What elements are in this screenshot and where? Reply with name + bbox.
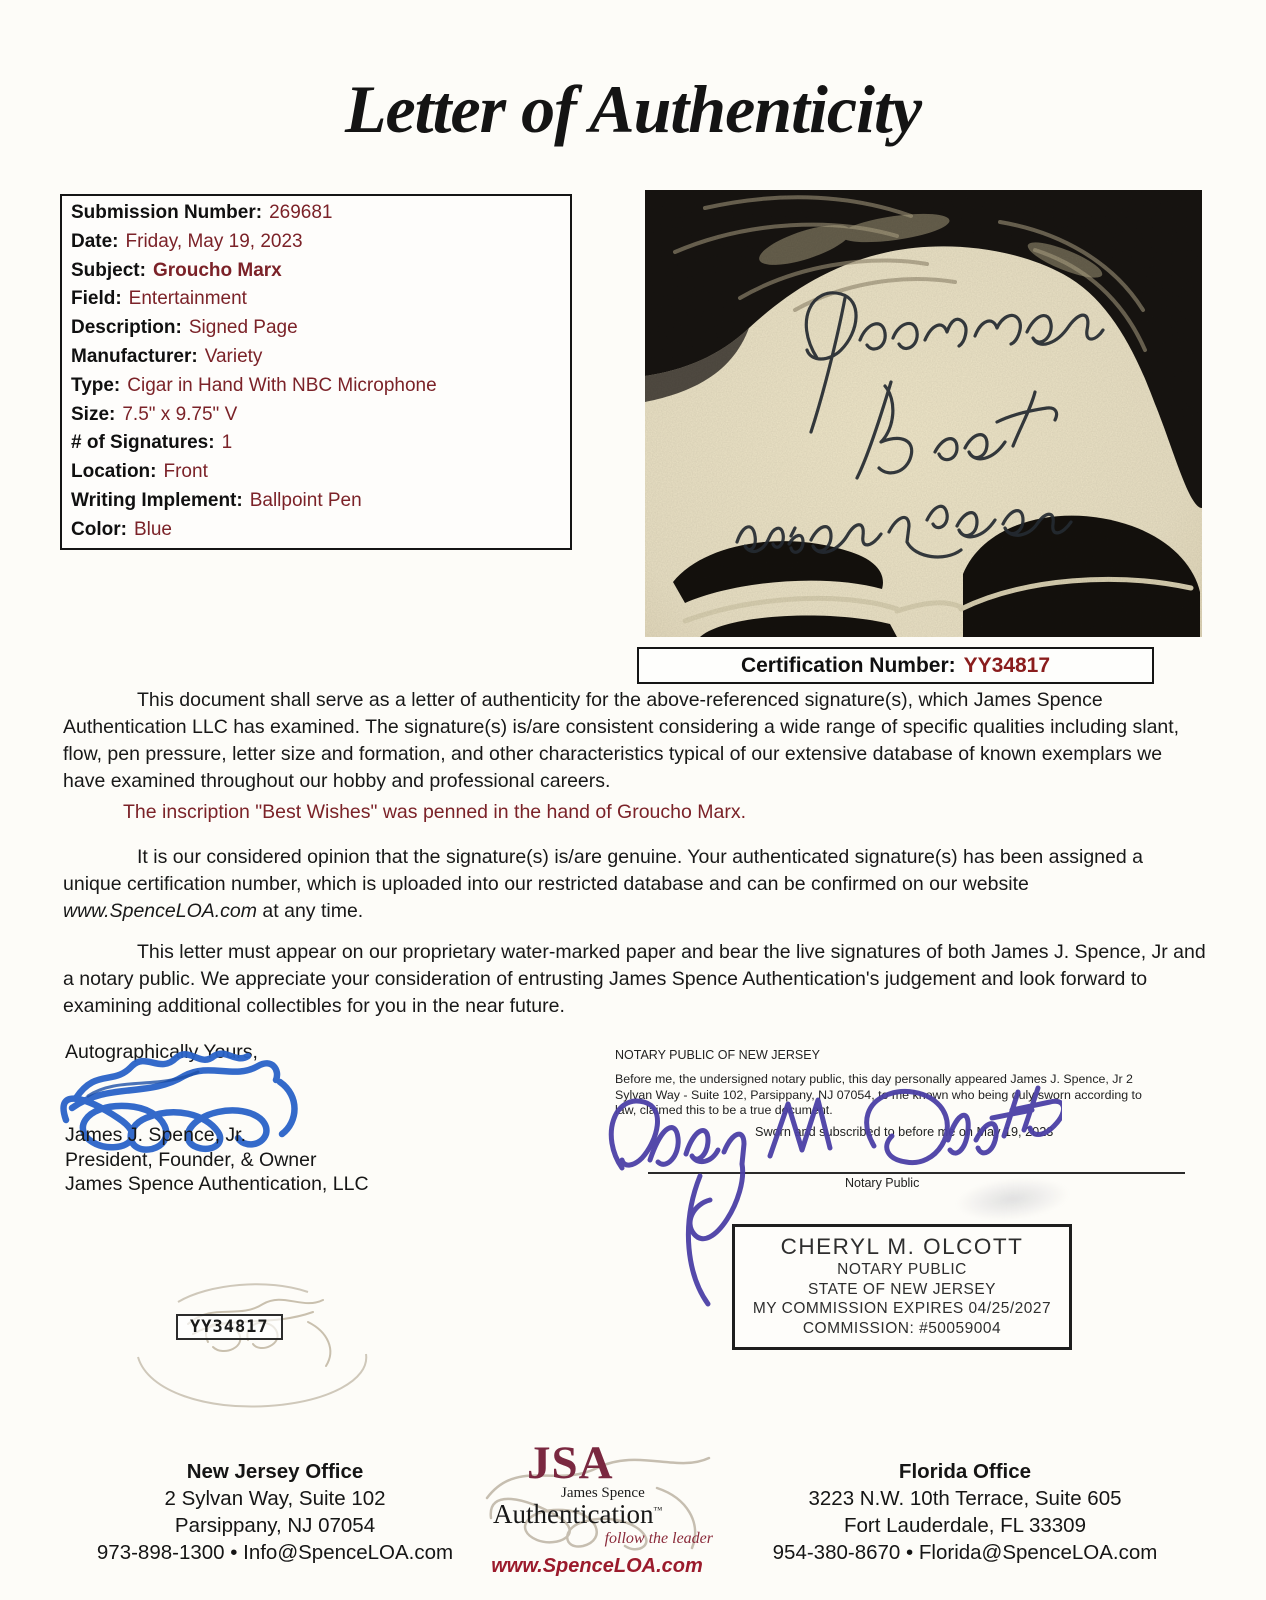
- notary-stamp-line: MY COMMISSION EXPIRES 04/25/2027: [752, 1300, 1052, 1317]
- signer-title: President, Founder, & Owner: [65, 1148, 317, 1171]
- office-address-line: 2 Sylvan Way, Suite 102: [164, 1487, 386, 1510]
- office-contact-line: 954-380-8670 • Florida@SpenceLOA.com: [772, 1541, 1158, 1564]
- certification-value: YY34817: [963, 653, 1051, 677]
- detail-value: Entertainment: [128, 288, 247, 310]
- table-row: [62, 199, 570, 228]
- notary-stamp-name: CHERYL M. OLCOTT: [780, 1234, 1024, 1259]
- detail-label: Color:: [71, 518, 127, 540]
- detail-value: 1: [221, 432, 233, 454]
- certification-number-box: [637, 647, 1154, 684]
- notary-stamp-line: NOTARY PUBLIC: [837, 1261, 967, 1278]
- office-title: Florida Office: [898, 1460, 1032, 1483]
- paragraph-watermark: This letter must appear on our proprietary water-marked paper and bear the live signatures of both James J. Spence, Jr and a notary public. We appreciate your consideration of entrusting James Spence Authentication's judgement and look forward to examining additional collectibles for you in the near future.: [63, 941, 1206, 1017]
- table-row: [62, 429, 570, 458]
- table-row: [62, 228, 570, 257]
- jsa-certification-sticker: [118, 1262, 388, 1412]
- logo-jsa-text: JSA: [527, 1437, 614, 1489]
- paragraph-inscription: The inscription "Best Wishes" was penned in the hand of Groucho Marx.: [123, 801, 746, 823]
- notary-statement: Before me, the undersigned notary public, this day personally appeared James J. Spence, Jr 2 Sylvan Way - Suite 102, Parsippany, NJ 07054, to me known who being duly sworn according to law, claimed this to be a true document.: [615, 1072, 1142, 1118]
- florida-office-block: [740, 1458, 1190, 1566]
- detail-value: Friday, May 19, 2023: [125, 230, 303, 252]
- notary-header: NOTARY PUBLIC OF NEW JERSEY: [615, 1048, 820, 1062]
- new-jersey-office-block: [90, 1458, 460, 1566]
- detail-label: Description:: [71, 317, 182, 339]
- signer-company: James Spence Authentication, LLC: [65, 1173, 369, 1195]
- detail-label: Location:: [71, 461, 157, 483]
- signer-identity: [65, 1123, 369, 1197]
- table-row: [62, 257, 570, 286]
- detail-value: Variety: [204, 345, 263, 367]
- detail-value: Cigar in Hand With NBC Microphone: [127, 374, 437, 396]
- logo-website: www.SpenceLOA.com: [491, 1555, 703, 1577]
- trademark-symbol: ™: [653, 1505, 663, 1515]
- detail-value: Signed Page: [188, 317, 298, 339]
- detail-value: Blue: [133, 518, 172, 540]
- detail-value: Ballpoint Pen: [249, 489, 362, 511]
- office-address-line: 3223 N.W. 10th Terrace, Suite 605: [808, 1487, 1122, 1510]
- detail-value: 7.5" x 9.75" V: [122, 403, 238, 425]
- notary-stamp-line: COMMISSION: #50059004: [802, 1319, 1002, 1337]
- jsa-logo: [477, 1428, 717, 1593]
- salutation: Autographically Yours,: [65, 1041, 258, 1063]
- table-row: [62, 372, 570, 401]
- submission-details-table: [60, 194, 572, 550]
- certification-label: Certification Number:: [740, 653, 956, 677]
- detail-label: Size:: [71, 403, 116, 425]
- detail-value: 269681: [269, 202, 333, 223]
- office-address-line: Parsippany, NJ 07054: [174, 1514, 376, 1537]
- paragraph-opinion-tail: at any time.: [257, 900, 364, 922]
- website-link-text: www.SpenceLOA.com: [63, 900, 258, 922]
- table-row: [62, 487, 570, 516]
- logo-authentication-text: Authentication™: [493, 1499, 663, 1529]
- table-row: [62, 401, 570, 430]
- notary-stamp-line: STATE OF NEW JERSEY: [807, 1280, 997, 1298]
- paragraph-opinion-text: It is our considered opinion that the signature(s) is/are genuine. Your authenticated signature(s) has been assigned a unique certification number, which is uploaded into our restricted database and can be confirmed on our website: [63, 846, 1143, 895]
- detail-label: Manufacturer:: [71, 345, 198, 367]
- paragraph-opinion: [63, 844, 1206, 925]
- table-row: [62, 343, 570, 372]
- detail-label: Submission Number:: [71, 202, 263, 223]
- paragraph-examination: This document shall serve as a letter of authenticity for the above-referenced signature(s), which James Spence Authentication LLC has examined. The signature(s) is/are consistent considering a wide range of specific qualities including slant, flow, pen pressure, letter size and formation, and other characteristics typical of our extensive database of known exemplars we have examined throughout our hobby and professional careers.: [63, 689, 1180, 792]
- detail-label: Date:: [71, 230, 119, 252]
- signer-name: James J. Spence, Jr.: [65, 1124, 246, 1146]
- logo-james-spence-text: James Spence: [561, 1485, 645, 1501]
- detail-value: Groucho Marx: [152, 259, 282, 281]
- sworn-line: Sworn and subscribed to before me on May 19, 2023: [755, 1125, 1054, 1139]
- detail-label: Writing Implement:: [71, 489, 243, 511]
- detail-label: Subject:: [71, 259, 146, 281]
- notary-public-label: Notary Public: [845, 1176, 920, 1190]
- table-row: [62, 285, 570, 314]
- office-address-line: Fort Lauderdale, FL 33309: [844, 1514, 1086, 1537]
- table-row: [62, 458, 570, 487]
- sticker-code: YY34817: [176, 1314, 283, 1340]
- notary-stamp: [732, 1224, 1072, 1350]
- table-row: [62, 516, 570, 545]
- logo-tagline: follow the leader: [604, 1530, 713, 1547]
- detail-label: Type:: [71, 374, 121, 396]
- detail-label: Field:: [71, 288, 122, 310]
- table-row: [62, 314, 570, 343]
- signed-photo-groucho-marx: [645, 190, 1202, 637]
- office-title: New Jersey Office: [186, 1460, 364, 1483]
- page-title: Letter of Authenticity: [344, 71, 922, 147]
- photo-image: [645, 190, 1202, 637]
- office-contact-line: 973-898-1300 • Info@SpenceLOA.com: [96, 1541, 454, 1564]
- detail-label: # of Signatures:: [71, 432, 215, 454]
- detail-value: Front: [163, 461, 208, 483]
